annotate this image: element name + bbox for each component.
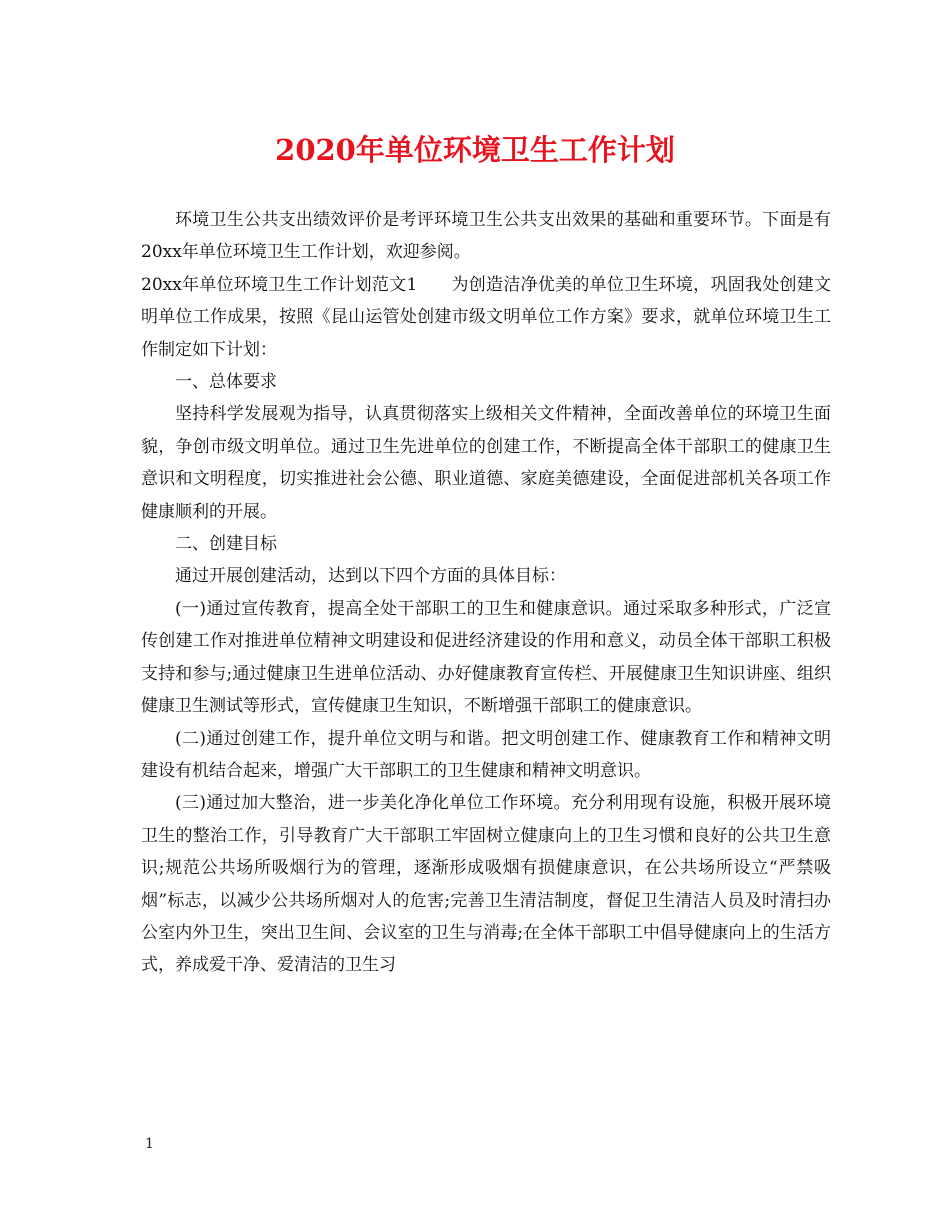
section-body-1: 坚持科学发展观为指导，认真贯彻落实上级相关文件精神，全面改善单位的环境卫生面貌，争创市级文明单位。通过卫生先进单位的创建工作，不断提高全体干部职工的健康卫生意识和文明程度，切实推进社会公德、职业道德、家庭美德建设，全面促进部机关各项工作健康顺利的开展。 (141, 404, 831, 522)
document-title: 2020年单位环境卫生工作计划 (275, 133, 675, 167)
goal-item-1: (一)通过宣传教育，提高全处干部职工的卫生和健康意识。通过采取多种形式，广泛宣传创建工作对推进单位精神文明建设和促进经济建设的作用和意义，动员全体干部职工积极支持和参与;通过健康卫生进单位活动、办好健康教育宣传栏、开展健康卫生知识讲座、组织健康卫生测试等形式，宣传健康卫生知识，不断增强干部职工的健康意识。 (141, 598, 831, 717)
goal-item-3: (三)通过加大整治，进一步美化净化单位工作环境。充分利用现有设施，积极开展环境卫生的整治工作，引导教育广大干部职工牢固树立健康向上的卫生习惯和良好的公共卫生意识;规范公共场所吸烟行为的管理，逐渐形成吸烟有损健康意识，在公共场所设立“严禁吸烟”标志，以减少公共场所烟对人的危害;完善卫生清洁制度，督促卫生清洁人员及时清扫办公室内外卫生，突出卫生间、会议室的卫生与消毒;在全体干部职工中倡导健康向上的生活方式，养成爱干净、爱清洁的卫生习 (141, 793, 831, 976)
section-heading-1: 一、总体要求 (175, 372, 277, 393)
sample-text: 为创造洁净优美的单位卫生环境，巩固我处创建文明单位工作成果，按照《昆山运管处创建市级文明单位工作方案》要求，就单位环境卫生工作制定如下计划： (141, 274, 832, 360)
page-number: 1 (145, 1136, 154, 1152)
intro-paragraph: 环境卫生公共支出绩效评价是考评环境卫生公共支出效果的基础和重要环节。下面是有20xx年单位环境卫生工作计划，欢迎参阅。 (141, 210, 831, 263)
section-lead-2: 通过开展创建活动，达到以下四个方面的具体目标： (175, 566, 566, 587)
sample-paragraph (141, 269, 831, 366)
section-heading-2: 二、创建目标 (175, 534, 277, 555)
document-body (141, 204, 831, 982)
goal-item-2: (二)通过创建工作，提升单位文明与和谐。把文明创建工作、健康教育工作和精神文明建设有机结合起来，增强广大干部职工的卫生健康和精神文明意识。 (141, 728, 831, 781)
sample-label: 20xx年单位环境卫生工作计划范文1 (141, 274, 418, 295)
